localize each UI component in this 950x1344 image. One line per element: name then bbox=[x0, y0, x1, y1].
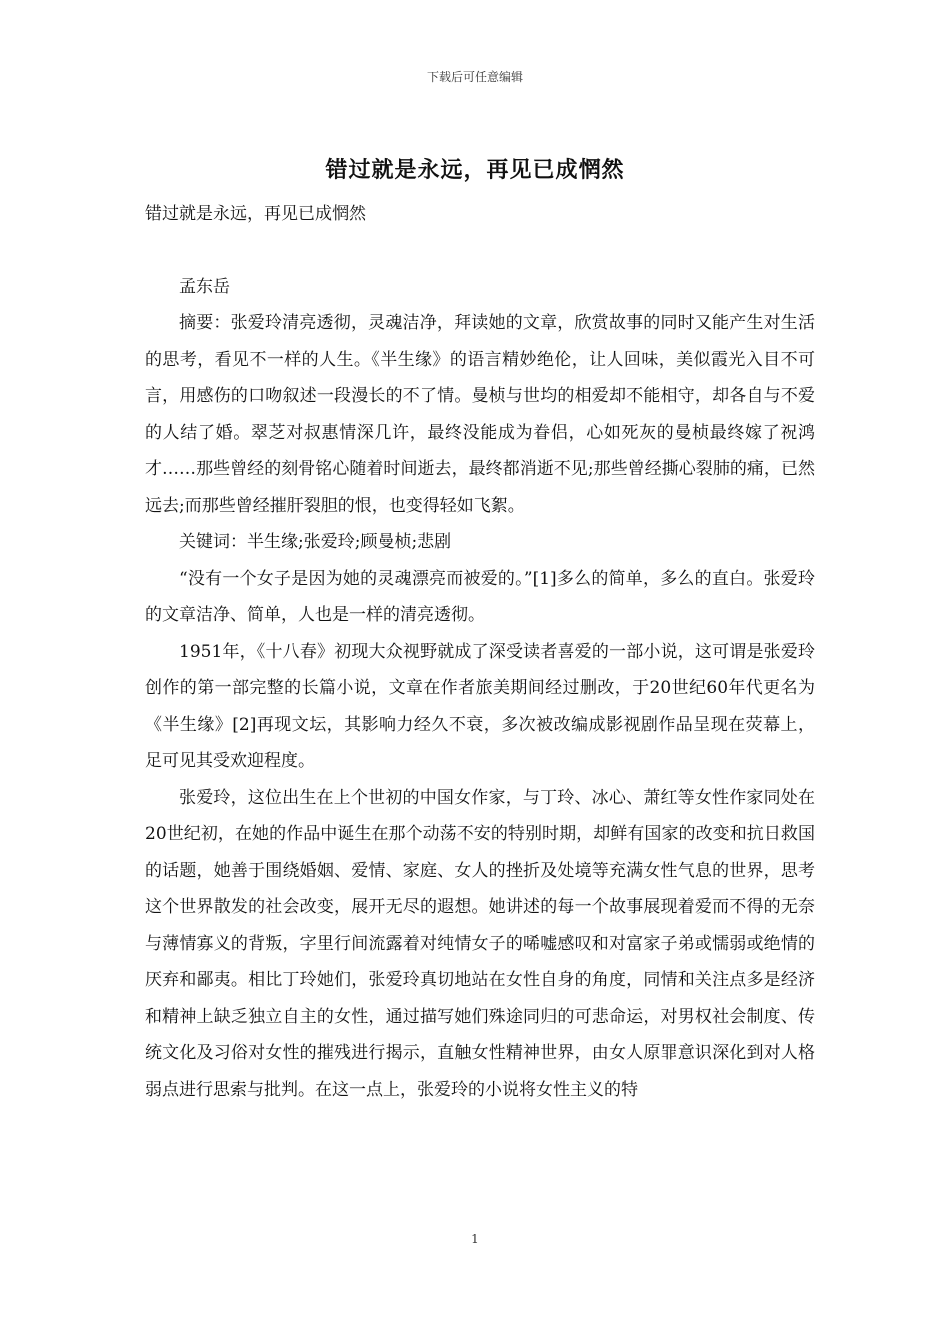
body-paragraph: 1951年，《十八春》初现大众视野就成了深受读者喜爱的一部小说，这可谓是张爱玲创作的第一部完整的长篇小说，文章在作者旅美期间经过删改，于20世纪60年代更名为《半生缘》[2]再现文坛，其影响力经久不衰，多次被改编成影视剧作品呈现在荧幕上，足可见其受欢迎程度。 bbox=[145, 641, 815, 771]
page-header: 下载后可任意编辑 bbox=[426, 70, 523, 84]
document-body bbox=[145, 196, 815, 1108]
author-line: 孟东岳 bbox=[179, 276, 230, 297]
keywords-paragraph: 关键词：半生缘;张爱玲;顾曼桢;悲剧 bbox=[179, 532, 452, 552]
body-paragraph: “没有一个女子是因为她的灵魂漂亮而被爱的。”[1]多么的简单，多么的直白。张爱玲的文章洁净、简单，人也是一样的清亮透彻。 bbox=[145, 568, 815, 625]
document-subtitle: 错过就是永远，再见已成惘然 bbox=[145, 204, 366, 224]
document-title: 错过就是永远，再见已成惘然 bbox=[325, 157, 625, 183]
page-number: 1 bbox=[471, 1232, 479, 1246]
body-paragraph: 张爱玲，这位出生在上个世初的中国女作家，与丁玲、冰心、萧红等女性作家同处在20世纪初，在她的作品中诞生在那个动荡不安的特别时期，却鲜有国家的改变和抗日救国的话题，她善于围绕婚姻、爱情、家庭、女人的挫折及处境等充满女性气息的世界，思考这个世界散发的社会改变，展开无尽的遐想。她讲述的每一个故事展现着爱而不得的无奈与薄情寡义的背叛，字里行间流露着对纯情女子的唏嘘感叹和对富家子弟或懦弱或绝情的厌弃和鄙夷。相比丁玲她们，张爱玲真切地站在女性自身的角度，同情和关注点多是经济和精神上缺乏独立自主的女性，通过描写她们殊途同归的可悲命运，对男权社会制度、传统文化及习俗对女性的摧残进行揭示，直触女性精神世界，由女人原罪意识深化到对人格弱点进行思索与批判。在这一点上，张爱玲的小说将女性主义的特 bbox=[145, 787, 815, 1100]
abstract-paragraph: 摘要：张爱玲清亮透彻，灵魂洁净，拜读她的文章，欣赏故事的同时又能产生对生活的思考，看见不一样的人生。《半生缘》的语言精妙绝伦，让人回味，美似霞光入目不可言，用感伤的口吻叙述一段漫长的不了情。曼桢与世均的相爱却不能相守，却各自与不爱的人结了婚。翠芝对叔惠情深几许，最终没能成为眷侣，心如死灰的曼桢最终嫁了祝鸿才……那些曾经的刻骨铭心随着时间逝去，最终都消逝不见;那些曾经撕心裂肺的痛，已然远去;而那些曾经摧肝裂胆的恨，也变得轻如飞絮。 bbox=[145, 313, 815, 516]
